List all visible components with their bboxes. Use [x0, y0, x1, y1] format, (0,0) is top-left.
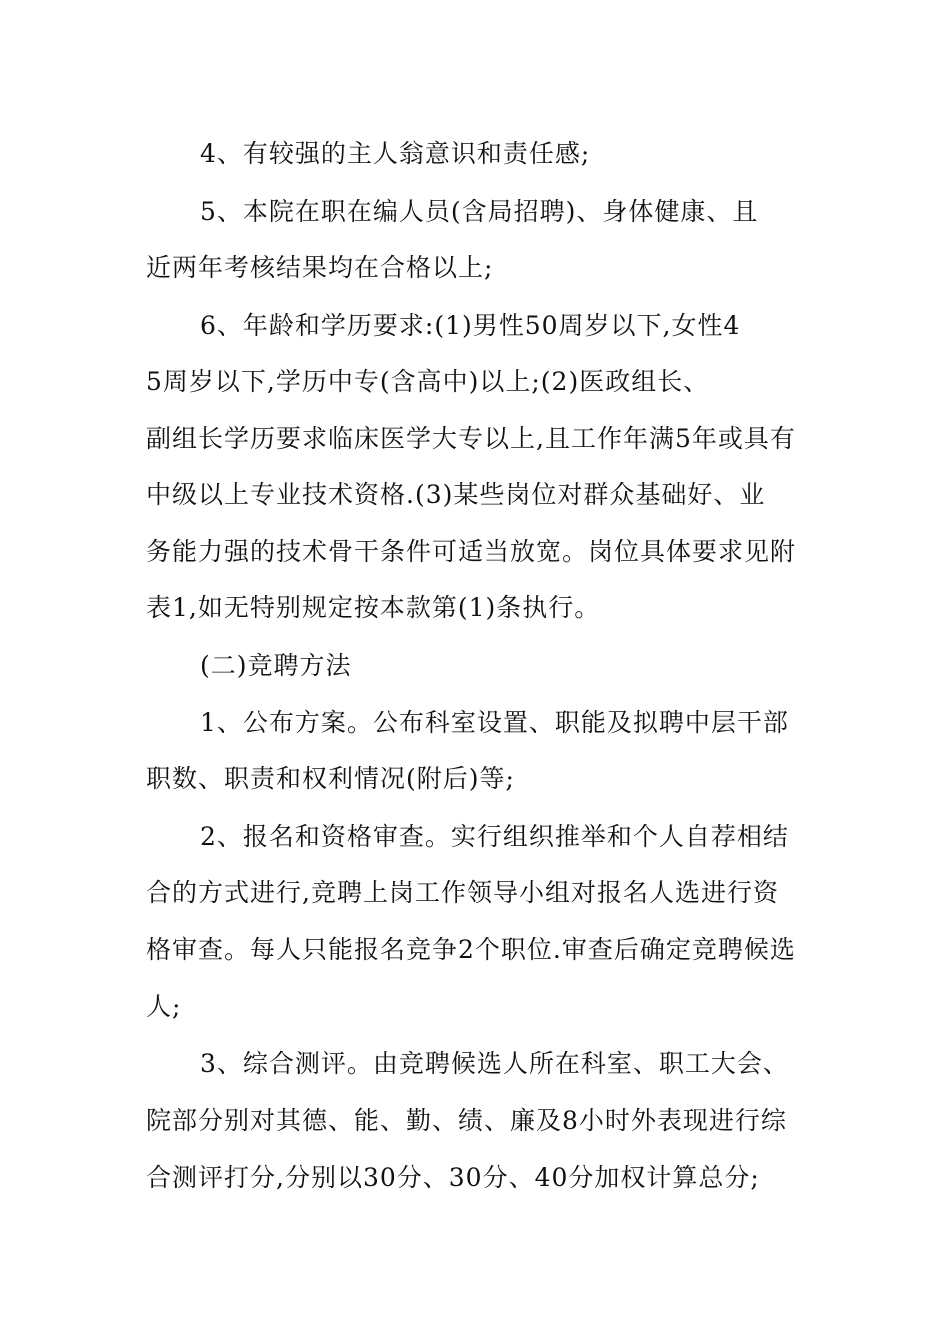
step-1-line-1: 1、公布方案。公布科室设置、职能及拟聘中层干部 [200, 708, 789, 737]
step-2-line-4: 人; [146, 992, 182, 1021]
step-3-line-3: 合测评打分,分别以30分、30分、40分加权计算总分; [146, 1163, 760, 1192]
step-2-line-2: 合的方式进行,竞聘上岗工作领导小组对报名人选进行资 [146, 878, 779, 907]
step-3-line-2: 院部分别对其德、能、勤、绩、廉及8小时外表现进行综 [146, 1106, 787, 1135]
item-6-line-3: 副组长学历要求临床医学大专以上,且工作年满5年或具有 [146, 424, 796, 453]
item-6-line-1: 6、年龄和学历要求:(1)男性50周岁以下,女性4 [200, 311, 741, 340]
item-5-line-2: 近两年考核结果均在合格以上; [146, 253, 494, 282]
step-3-line-1: 3、综合测评。由竞聘候选人所在科室、职工大会、 [200, 1049, 789, 1078]
item-5-line-1: 5、本院在职在编人员(含局招聘)、身体健康、且 [200, 197, 759, 226]
item-4-line: 4、有较强的主人翁意识和责任感; [200, 139, 591, 168]
step-2-line-1: 2、报名和资格审查。实行组织推举和个人自荐相结 [200, 822, 789, 851]
step-1-line-2: 职数、职责和权利情况(附后)等; [146, 764, 515, 793]
item-6-line-6: 表1,如无特别规定按本款第(1)条执行。 [146, 593, 601, 622]
section-heading: (二)竞聘方法 [200, 651, 352, 680]
item-6-line-4: 中级以上专业技术资格.(3)某些岗位对群众基础好、业 [146, 480, 766, 509]
item-6-line-5: 务能力强的技术骨干条件可适当放宽。岗位具体要求见附 [146, 537, 797, 566]
step-2-line-3: 格审查。每人只能报名竞争2个职位.审查后确定竞聘候选 [146, 935, 796, 964]
item-6-line-2: 5周岁以下,学历中专(含高中)以上;(2)医政组长、 [146, 367, 710, 396]
